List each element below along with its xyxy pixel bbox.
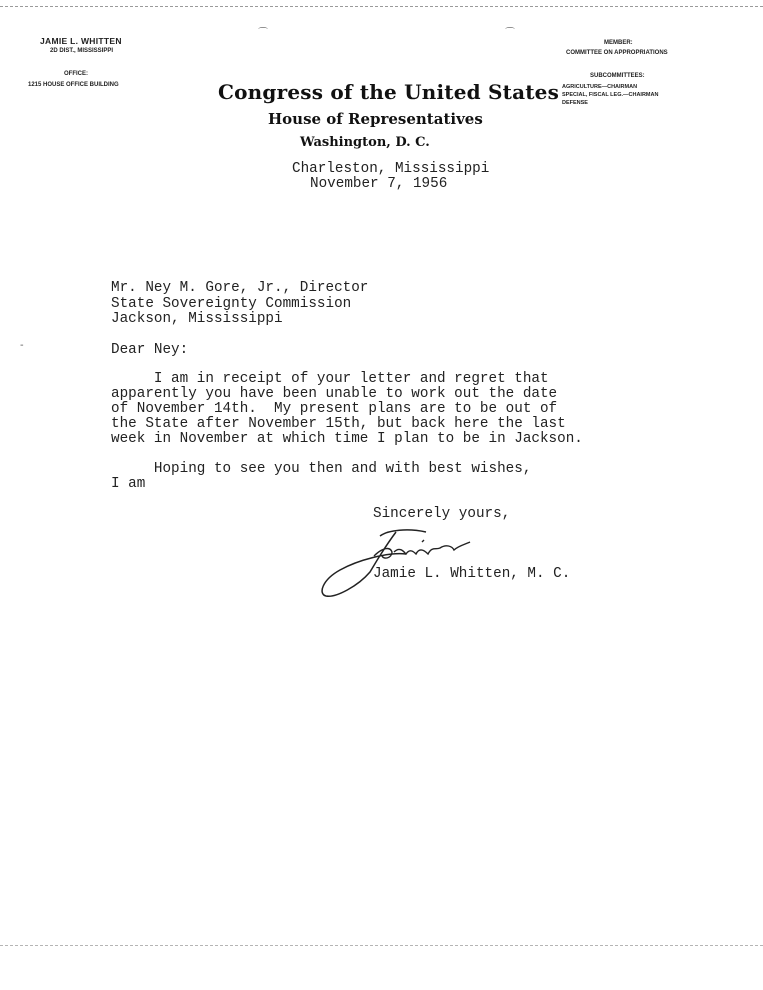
recipient-line: Jackson, Mississippi (111, 311, 283, 327)
recipient-line: Mr. Ney M. Gore, Jr., Director (111, 280, 369, 296)
top-edge-line (0, 6, 763, 7)
subcommittee-item: SPECIAL, FISCAL LEG.—CHAIRMAN (562, 92, 659, 98)
body-line: I am in receipt of your letter and regret that (111, 371, 549, 387)
sender-name: JAMIE L. WHITTEN (40, 36, 122, 46)
member-label: MEMBER: (604, 40, 633, 46)
office-label: OFFICE: (64, 71, 88, 77)
member-committee: COMMITTEE ON APPROPRIATIONS (566, 50, 668, 56)
body-line: the State after November 15th, but back here the last (111, 416, 566, 432)
closing: Sincerely yours, (373, 506, 511, 522)
letter-place: Charleston, Mississippi (292, 161, 490, 177)
letterhead-city: Washington, D. C. (300, 135, 430, 150)
sender-district: 2D DIST., MISSISSIPPI (50, 48, 114, 54)
letterhead-title: Congress of the United States (218, 80, 560, 104)
body-line: of November 14th. My present plans are to be out of (111, 401, 558, 417)
body-line: I am (111, 476, 146, 492)
salutation: Dear Ney: (111, 342, 189, 358)
bottom-edge-line (0, 945, 763, 946)
subcommittees-label: SUBCOMMITTEES: (590, 73, 645, 79)
subcommittee-item: AGRICULTURE—CHAIRMAN (562, 84, 638, 90)
body-line: Hoping to see you then and with best wishes, (111, 461, 532, 477)
office-address: 1215 HOUSE OFFICE BUILDING (28, 82, 119, 88)
handwritten-signature (318, 522, 498, 604)
scan-speck: ⌒ (505, 28, 515, 39)
scan-speck: - (20, 340, 24, 351)
signer-name: Jamie L. Whitten, M. C. (373, 566, 571, 582)
body-line: week in November at which time I plan to be in Jackson. (111, 431, 583, 447)
recipient-line: State Sovereignty Commission (111, 296, 352, 312)
body-line: apparently you have been unable to work out the date (111, 386, 558, 402)
letterhead-house: House of Representatives (268, 110, 483, 128)
scan-speck: ⌒ (258, 28, 268, 39)
letter-date: November 7, 1956 (310, 176, 448, 192)
subcommittee-item: DEFENSE (562, 100, 588, 106)
